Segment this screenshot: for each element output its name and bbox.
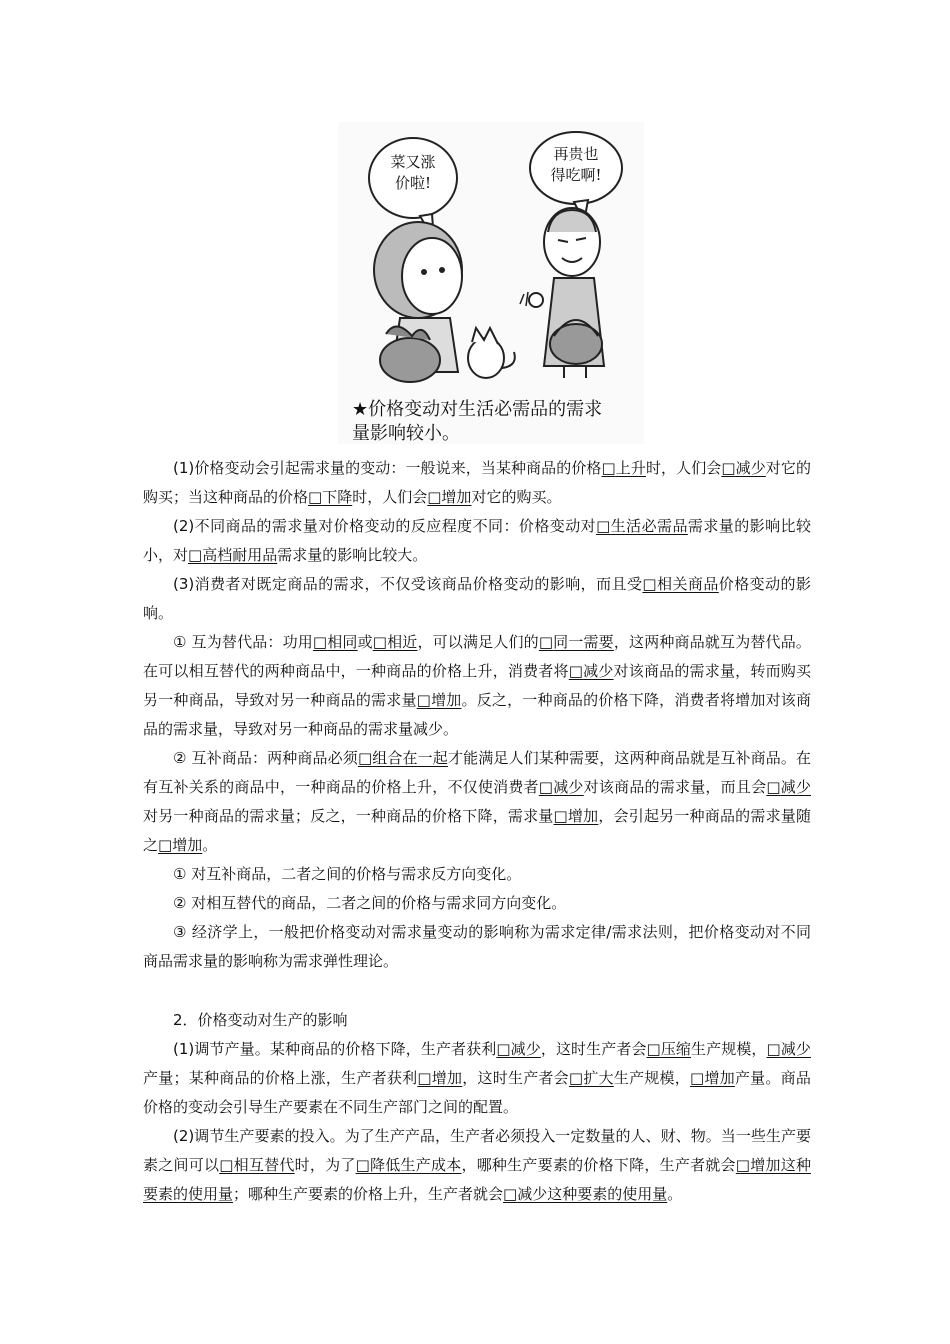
text: 。反之，一种商品的价格下降，消费者将增加对该商品的需求量，导致对另一种商品的需求量减少。	[143, 691, 811, 738]
bubble-right-text: 再贵也 得吃啊!	[550, 145, 602, 184]
blank-answer: □ 同一需要	[539, 633, 614, 651]
text: (1)调节产量。某种商品的价格下降，生产者获利	[173, 1040, 497, 1058]
paragraph-7: ② 对相互替代的商品，二者之间的价格与需求同方向变化。	[173, 894, 567, 912]
paragraph-6: ① 对互补商品，二者之间的价格与需求反方向变化。	[173, 865, 522, 883]
blank-answer: □ 增加这种要素的使用量	[143, 1156, 811, 1203]
text: ② 互补商品：两种商品必须	[173, 749, 358, 767]
text: 对它的购买。	[471, 488, 562, 506]
paragraph-9	[143, 1035, 811, 1122]
text: 产量。商品价格的变动会引导生产要素在不同生产部门之间的配置。	[143, 1069, 811, 1116]
text: ，可以满足人们的	[417, 633, 539, 651]
blank-answer: □ 减少	[721, 459, 765, 477]
blank-answer: □ 组合在一起	[358, 749, 448, 767]
text: ，哪种生产要素的价格下降，生产者就会	[461, 1156, 736, 1174]
text: ，这两种商品就互为替代品。在可以相互替代的两种商品中，一种商品的价格上升，消费者将	[143, 633, 811, 680]
section-gap	[143, 976, 811, 1006]
blank-answer: □ 增加	[427, 488, 471, 506]
text: 需求量的影响比较小，对	[143, 517, 811, 564]
text: (3)消费者对既定商品的需求，不仅受该商品价格变动的影响，而且受	[173, 575, 643, 593]
text: 对该商品的需求量，转而购买另一种商品，导致对另一种商品的需求量	[143, 662, 811, 709]
blank-answer: □ 相近	[373, 633, 418, 651]
text: 价格变动的影响。	[143, 575, 811, 622]
bubble-left-text: 菜又涨 价啦!	[390, 153, 436, 192]
text: (1)价格变动会引起需求量的变动：一般说来，当某种商品的价格	[173, 459, 602, 477]
paragraph-2	[143, 512, 811, 570]
blank-answer: □ 减少这种要素的使用量	[503, 1185, 667, 1203]
text: 时，人们会	[352, 488, 428, 506]
blank-answer: □ 减少	[496, 1040, 540, 1058]
text: 才能满足人们某种需要，这两种商品就是互补商品。在有互补关系的商品中，一种商品的价格上升，不仅使消费者	[143, 749, 811, 796]
text: 生产规模，	[691, 1040, 767, 1058]
text: 产量；某种商品的价格上涨，生产者获利	[143, 1069, 418, 1087]
paragraph-8: ③ 经济学上，一般把价格变动对需求量变动的影响称为需求定律/需求法则，把价格变动对不同商品需求量的影响称为需求弹性理论。	[143, 923, 811, 970]
paragraph-4	[143, 628, 811, 744]
blank-answer: □ 增加	[417, 691, 462, 709]
paragraph-5	[143, 744, 811, 860]
text: 时，人们会	[645, 459, 722, 477]
text: 。	[202, 836, 218, 854]
text: ① 互为替代品：功用	[173, 633, 313, 651]
text: 。	[667, 1185, 683, 1203]
blank-answer: □ 上升	[602, 459, 646, 477]
figure-caption: ★价格变动对生活必需品的需求 量影响较小。	[352, 399, 603, 444]
paragraph-10	[143, 1122, 811, 1209]
blank-answer: □ 增加	[554, 807, 599, 825]
text: 生产规模，	[613, 1069, 691, 1087]
document-body	[143, 454, 811, 1209]
text: ，这时生产者会	[540, 1040, 647, 1058]
blank-answer: □ 增加	[690, 1069, 735, 1087]
section-2-title: 2．价格变动对生产的影响	[173, 1011, 348, 1029]
text: 对它的购买；当这种商品的价格	[143, 459, 811, 506]
text: ，这时生产者会	[462, 1069, 569, 1087]
blank-answer: □ 减少	[569, 662, 614, 680]
blank-answer: □ 增加	[417, 1069, 462, 1087]
text: 时，为了	[294, 1156, 356, 1174]
text: 对该商品的需求量，而且会	[583, 778, 767, 796]
text: ；哪种生产要素的价格上升，生产者就会	[233, 1185, 504, 1203]
blank-answer: □ 相同	[313, 633, 358, 651]
text: 或	[357, 633, 373, 651]
blank-answer: □ 减少	[539, 778, 584, 796]
text: (2)调节生产要素的投入。为了生产产品，生产者必须投入一定数量的人、财、物。当一些生产要素之间可以	[143, 1127, 811, 1174]
text: ，会引起另一种商品的需求量随之	[143, 807, 811, 854]
blank-answer: □ 压缩	[647, 1040, 691, 1058]
blank-answer: □ 高档耐用品	[188, 546, 277, 564]
blank-answer: □ 生活必需品	[596, 517, 688, 535]
blank-answer: □ 下降	[308, 488, 352, 506]
paragraph-1	[143, 454, 811, 512]
blank-answer: □ 减少	[766, 778, 811, 796]
blank-answer: □ 相互替代	[219, 1156, 294, 1174]
blank-answer: □ 相关商品	[642, 575, 718, 593]
blank-answer: □ 增加	[158, 836, 202, 854]
cartoon-figure	[338, 122, 644, 444]
paragraph-3	[143, 570, 811, 628]
text: (2)不同商品的需求量对价格变动的反应程度不同：价格变动对	[173, 517, 597, 535]
blank-answer: □ 减少	[767, 1040, 811, 1058]
text: 对另一种商品的需求量；反之，一种商品的价格下降，需求量	[143, 807, 554, 825]
blank-answer: □ 降低生产成本	[356, 1156, 462, 1174]
blank-answer: □ 扩大	[569, 1069, 614, 1087]
text: 需求量的影响比较大。	[277, 546, 428, 564]
